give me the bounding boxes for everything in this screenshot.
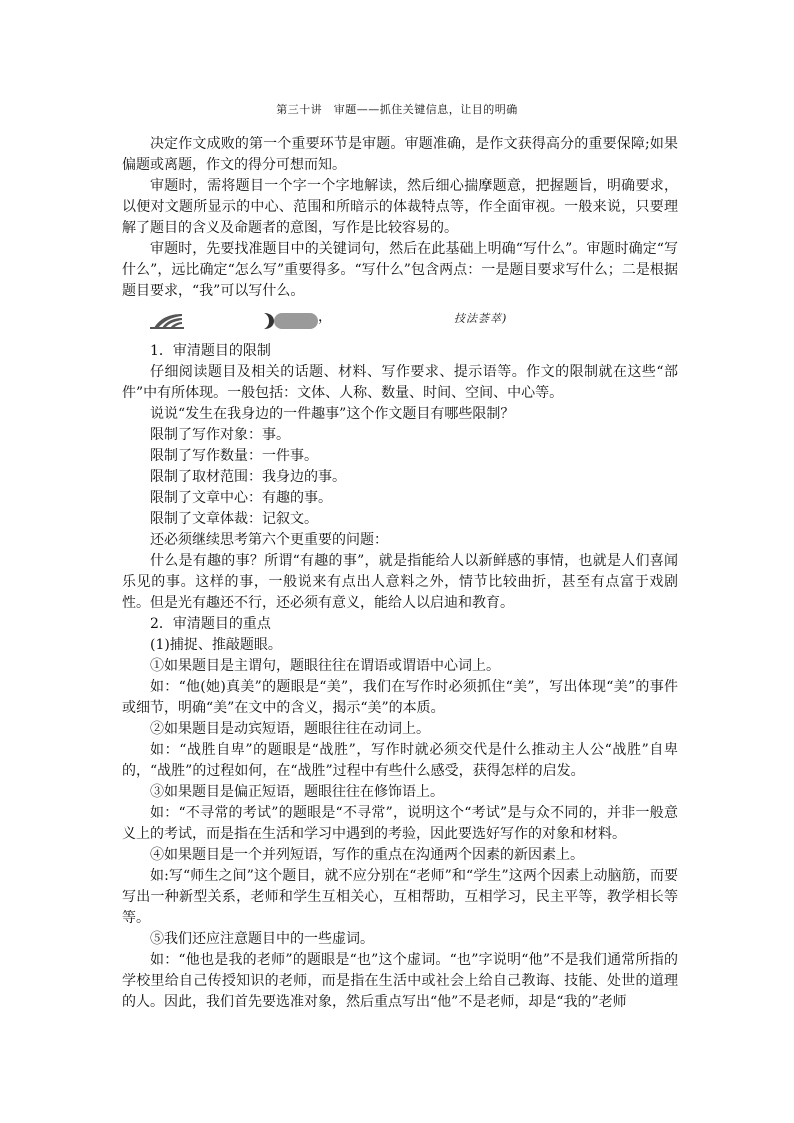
rule-item: ③如果题目是偏正短语，题眼往往在修饰语上。 <box>150 784 444 800</box>
rule-item: ①如果题目是主谓句，题眼往往在谓语或谓语中心词上。 <box>150 658 500 674</box>
rule-item: ②如果题目是动宾短语，题眼往往在动词上。 <box>150 721 430 737</box>
page-title: 第三十讲 审题——抓住关键信息，让目的明确 <box>276 103 518 116</box>
example-paragraph: 如：“战胜自卑”的题眼是“战胜”，写作时就必须交代是什么推动主人公“战胜”自卑的，“战胜”的过程如何，在“战胜”过程中有些什么感受，获得怎样的启发。 <box>122 742 678 779</box>
subsection-heading: (1)捕捉、推敲题眼。 <box>150 637 282 653</box>
limit-item: 限制了文章中心：有趣的事。 <box>150 490 332 506</box>
banner-label: 技法荟萃) <box>454 312 508 325</box>
example-paragraph: 如:写“师生之间”这个题目，就不应分别在“老师”和“学生”这两个因素上动脑筋，而要写出一种新型关系，老师和学生互相关心，互相帮助，互相学习，民主平等，教学相长等等。 <box>122 868 678 926</box>
intro-paragraph: 审题时，先要找准题目中的关键词句，然后在此基础上明确“写什么”。审题时确定“写什么”，远比确定“怎么写”重要得多。“写什么”包含两点：一是题目要求写什么；二是根据题目要求，“我”可以写什么。 <box>122 241 678 299</box>
limit-item: 限制了取材范围：我身边的事。 <box>150 469 346 485</box>
limit-item: 限制了文章体裁：记叙文。 <box>150 511 318 527</box>
section-heading: 2．审清题目的重点 <box>150 616 271 632</box>
rule-item: ④如果题目是一个并列短语，写作的重点在沟通两个因素的新因素上。 <box>150 847 584 863</box>
example-paragraph: 如：“他也是我的老师”的题眼是“也”这个虚词。“也”字说明“他”不是我们通常所指的学校里给自己传授知识的老师，而是指在生活中或社会上给自己教诲、技能、处世的道理的人。因此，我们首先要选准对象，然后重点写出“他”不是老师，却是“我的”老师 <box>122 952 678 1010</box>
section-banner <box>122 308 678 336</box>
banner-decoration-icon <box>150 312 320 330</box>
example-paragraph: 如：“不寻常的考试”的题眼是“不寻常”，说明这个“考试”是与众不同的，并非一般意义上的考试，而是指在生活和学习中遇到的考验，因此要选好写作的对象和材料。 <box>122 805 678 842</box>
example-paragraph: 如：“他(她)真美”的题眼是“美”，我们在写作时必须抓住“美”，写出体现“美”的事件或细节，明确“美”在文中的含义，揭示“美”的本质。 <box>122 679 678 716</box>
section-heading: 1．审清题目的限制 <box>150 343 271 359</box>
document-body <box>122 134 678 1013</box>
intro-paragraph: 审题时，需将题目一个字一个字地解读，然后细心揣摩题意，把握题旨，明确要求，以便对文题所显示的中心、范围和所暗示的体裁特点等，作全面审视。一般来说，只要理解了题目的含义及命题者的意图，写作是比较容易的。 <box>122 178 678 236</box>
limit-item: 限制了写作对象：事。 <box>150 427 290 443</box>
intro-paragraph: 决定作文成败的第一个重要环节是审题。审题准确，是作文获得高分的重要保障;如果偏题或离题，作文的得分可想而知。 <box>122 136 678 173</box>
banner-separator: ， <box>318 309 332 325</box>
limit-item: 限制了写作数量：一件事。 <box>150 448 318 464</box>
body-paragraph: 仔细阅读题目及相关的话题、材料、写作要求、提示语等。作文的限制就在这些“部件”中有所体现。一般包括：文体、人称、数量、时间、空间、中心等。 <box>122 364 678 401</box>
body-paragraph: 说说“发生在我身边的一件趣事”这个作文题目有哪些限制？ <box>150 406 515 422</box>
body-paragraph: 什么是有趣的事？所谓“有趣的事”，就是指能给人以新鲜感的事情，也就是人们喜闻乐见的事。这样的事，一般说来有点出人意料之外，情节比较曲折，甚至有点富于戏剧性。但是光有趣还不行，还必须有意义，能给人以启迪和教育。 <box>122 553 678 611</box>
rule-item: ⑤我们还应注意题目中的一些虚词。 <box>150 931 374 947</box>
body-paragraph: 还必须继续思考第六个更重要的问题： <box>150 532 388 548</box>
